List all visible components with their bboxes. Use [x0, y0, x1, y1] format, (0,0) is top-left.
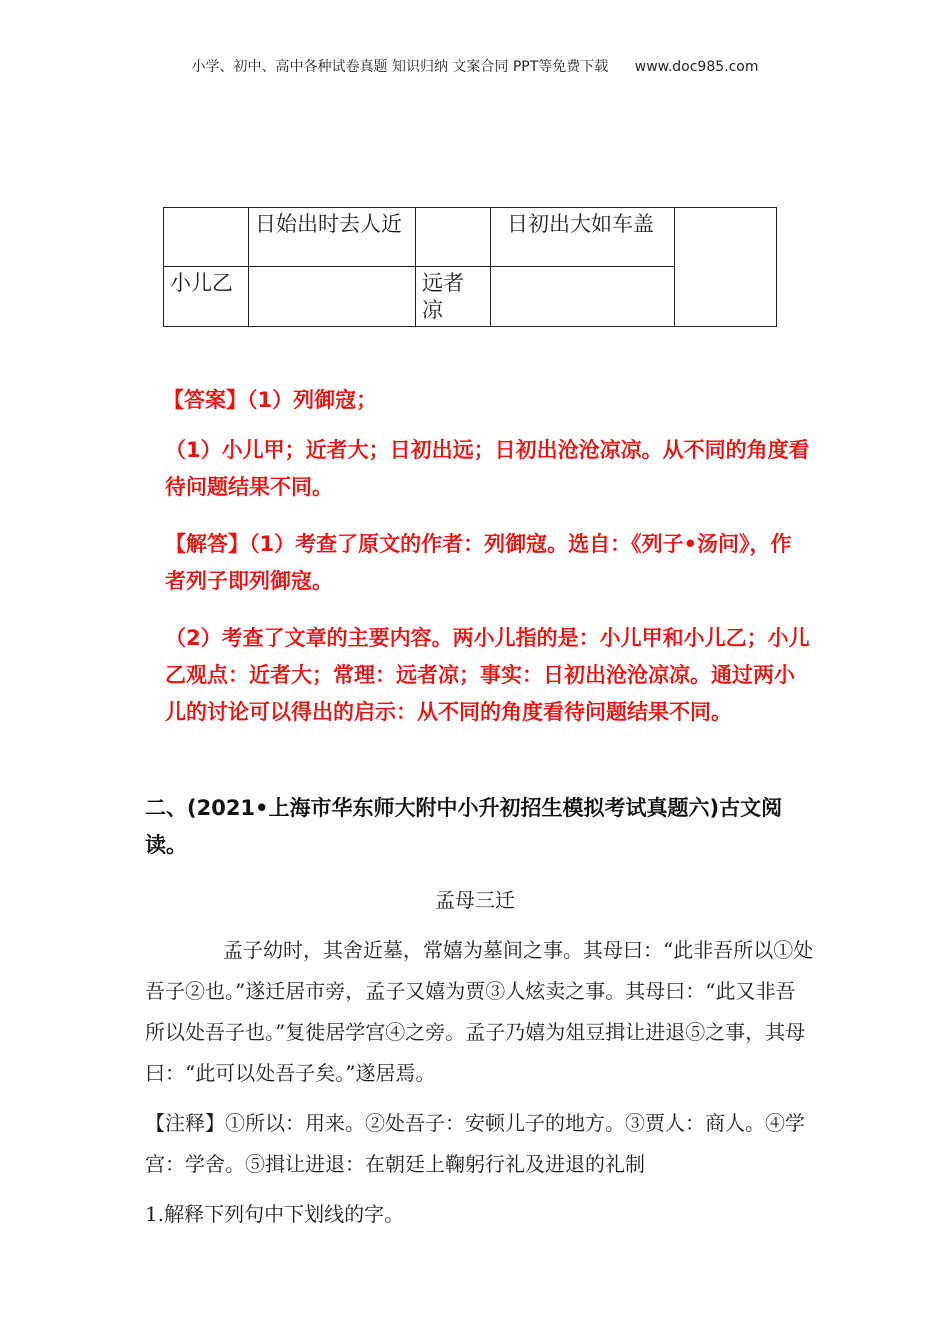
- explain-paragraph-1: [165, 526, 810, 600]
- explain-text-1: （1）考查了原文的作者：列御寇。选自：《列子•汤问》，作者列子即列御寇。: [165, 532, 792, 593]
- table-cell: 日始出时去人近: [249, 208, 416, 267]
- header-site-link[interactable]: www.doc985.com: [634, 59, 759, 75]
- table-cell: 远者凉: [416, 267, 491, 327]
- table-cell: [249, 267, 416, 327]
- answer-label: 【答案】: [163, 388, 247, 412]
- table-row: [164, 208, 777, 267]
- passage-title: 孟母三迁: [435, 888, 515, 912]
- answer-line-2: （1）小儿甲；近者大；日初出远；日初出沧沧凉凉。从不同的角度看待问题结果不同。: [165, 438, 810, 499]
- table-cell: [491, 267, 675, 327]
- answer-text-1: （1）列御寇；: [247, 388, 378, 412]
- answer-line-1: [163, 384, 377, 414]
- notes-text: 【注释】①所以：用来。②处吾子：安顿儿子的地方。③贾人：商人。④学宫：学舍。⑤揖让进退：在朝廷上鞠躬行礼及进退的礼制: [145, 1111, 805, 1176]
- header-text: 小学、初中、高中各种试卷真题 知识归纳 文案合同 PPT等免费下载: [191, 59, 609, 75]
- question-text: 1.解释下列句中下划线的字。: [145, 1202, 405, 1226]
- table-cell: [675, 208, 777, 327]
- section-heading: 二、(2021•上海市华东师大附中小升初招生模拟考试真题六)古文阅读。: [145, 796, 783, 857]
- comparison-table: [163, 207, 777, 327]
- table-cell: 日初出大如车盖: [491, 208, 675, 267]
- table-cell: [164, 208, 249, 267]
- passage-text: 孟子幼时，其舍近墓，常嬉为墓间之事。其母曰：“此非吾所以①处吾子②也。”遂迁居市旁，孟子又嬉为贾③人炫卖之事。其母曰：“此又非吾所以处吾子也。”复徙居学宫④之旁。孟子乃嬉为俎豆揖让进退⑤之事，其母曰：“此可以处吾子矣。”遂居焉。: [145, 938, 814, 1085]
- explain-label: 【解答】: [165, 532, 249, 556]
- table-cell: 小儿乙: [164, 267, 249, 327]
- table-cell: [416, 208, 491, 267]
- explain-paragraph-2: （2）考查了文章的主要内容。两小儿指的是：小儿甲和小儿乙；小儿乙观点：近者大；常理：远者凉；事实：日初出沧沧凉凉。通过两小儿的讨论可以得出的启示：从不同的角度看待问题结果不同。: [165, 626, 810, 724]
- page-header: [0, 56, 950, 76]
